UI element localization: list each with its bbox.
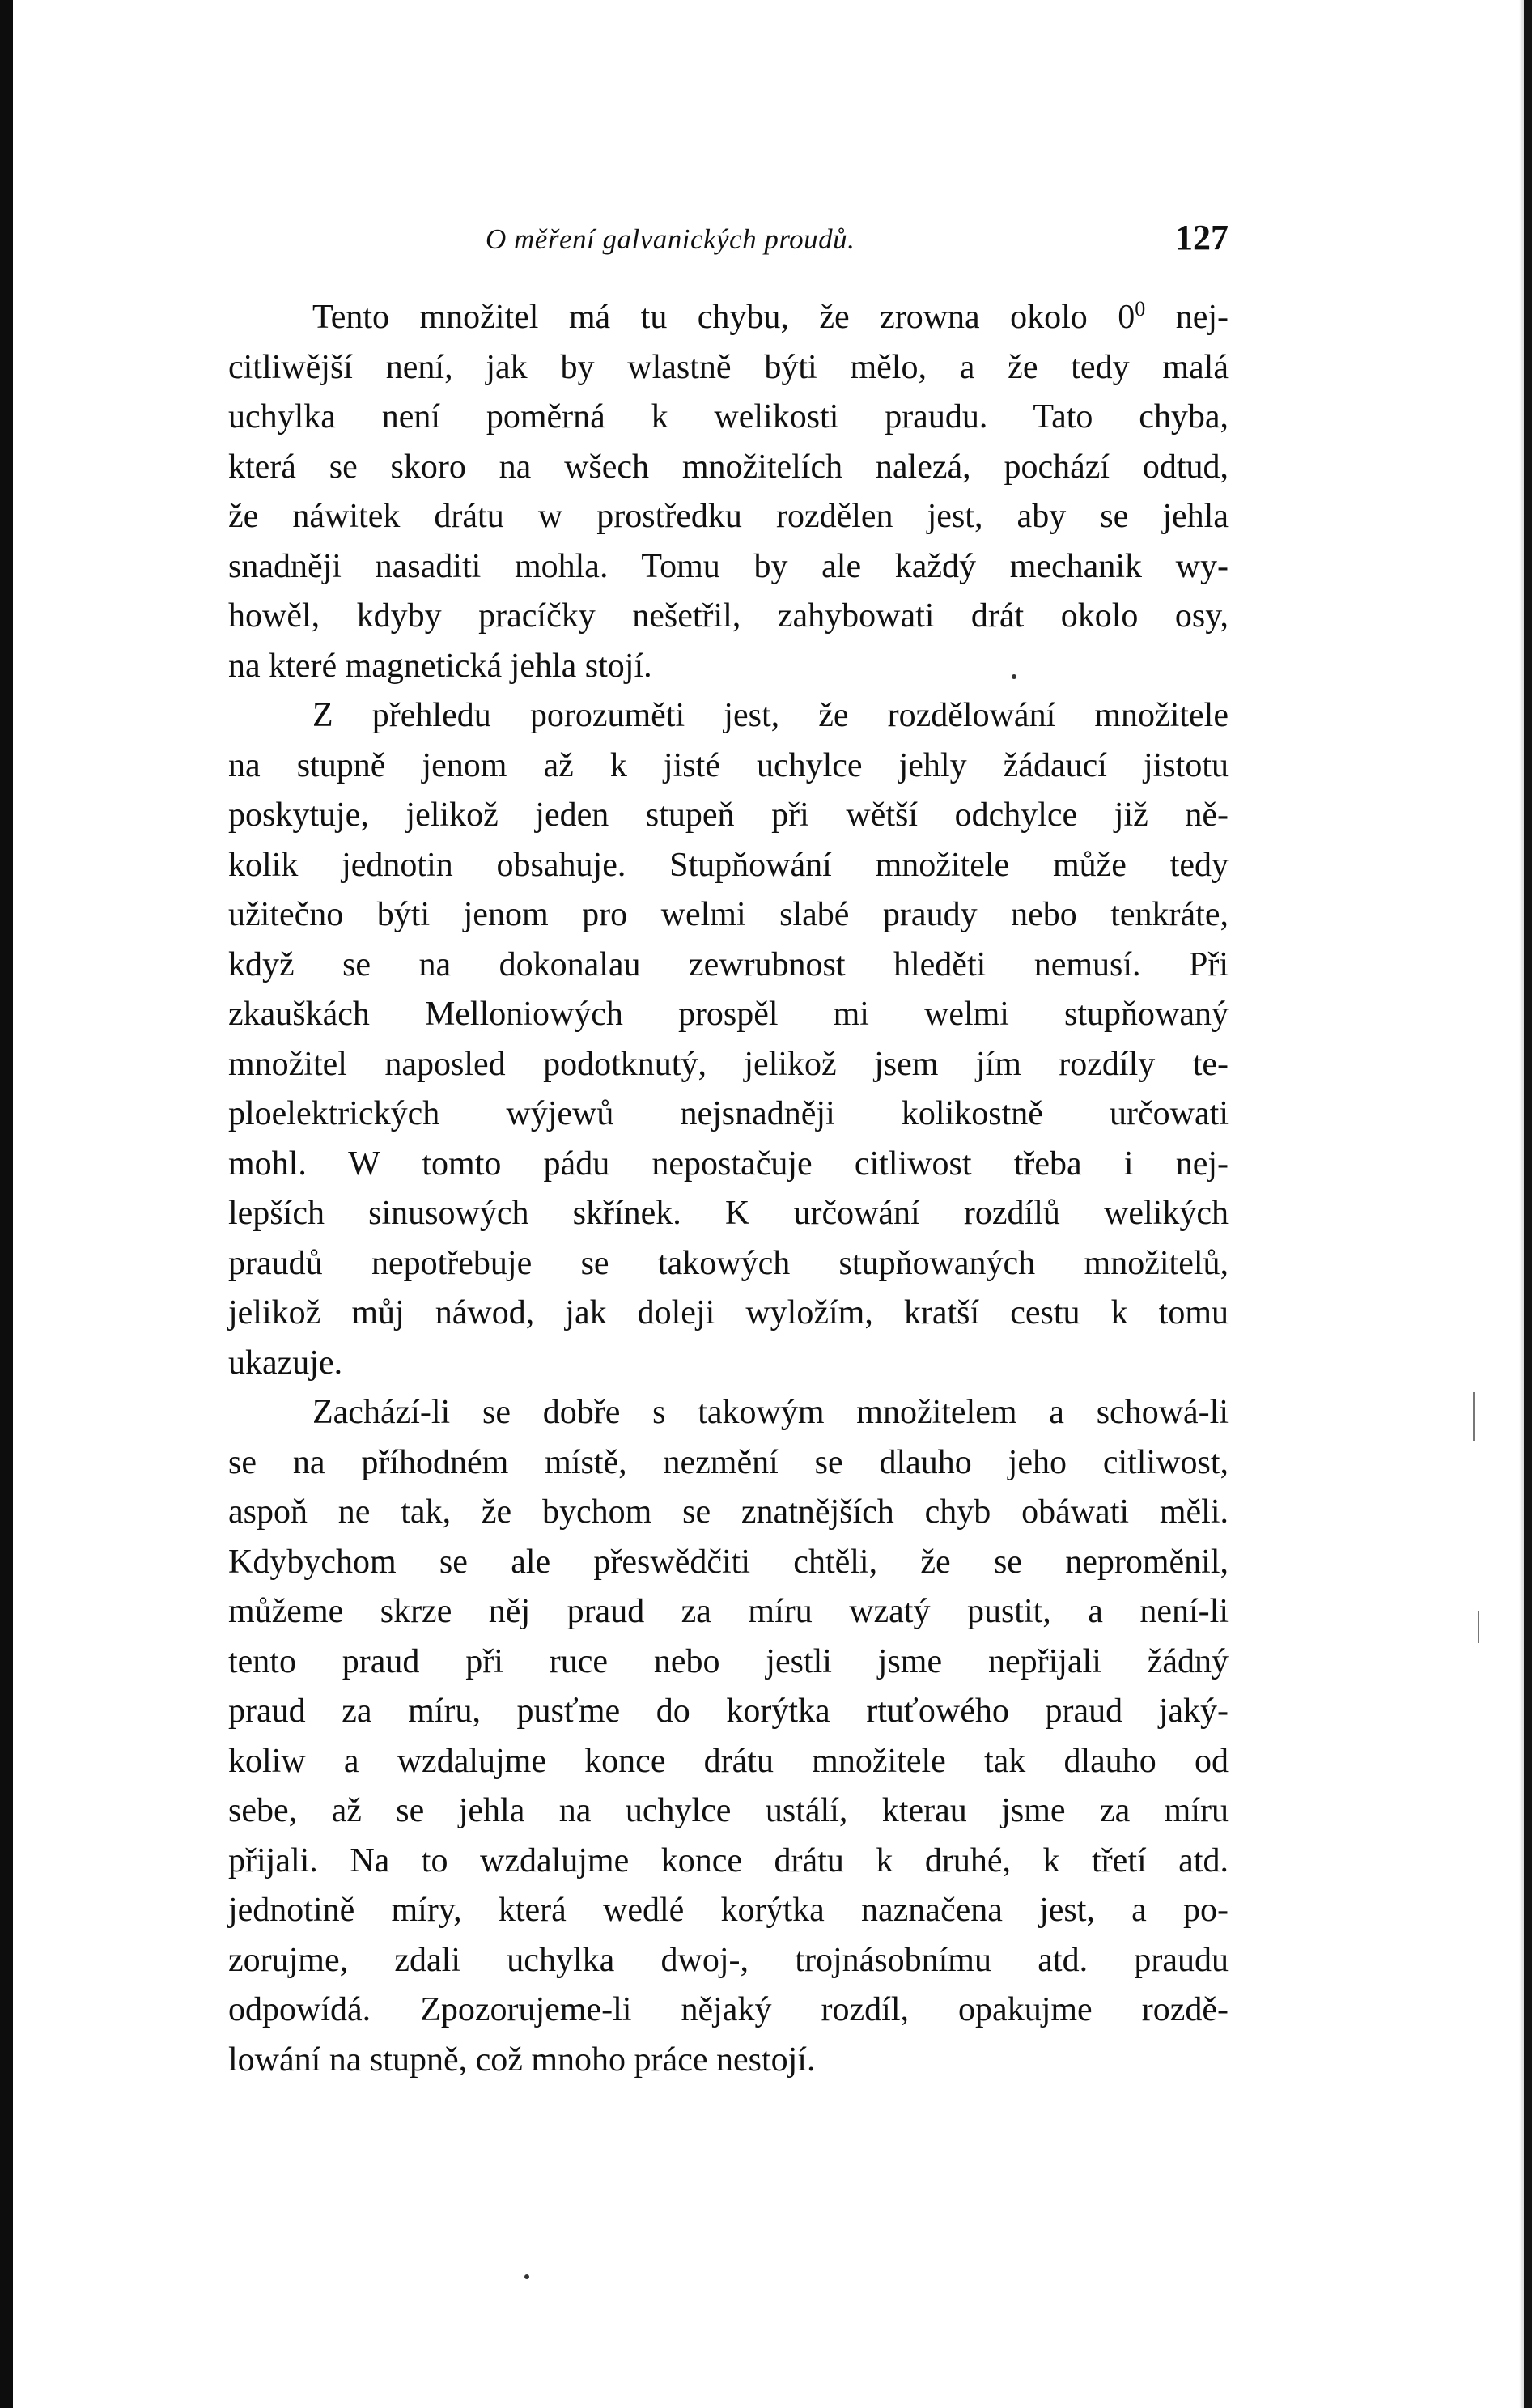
paragraph-2 — [228, 691, 1229, 1388]
text-line: užitečno býti jenom pro welmi slabé praudy nebo tenkráte, — [228, 896, 1229, 933]
text-line: že náwitek drátu w prostředku rozdělen jest, aby se jehla — [228, 498, 1229, 535]
text-line: zkauškách Melloniowých prospěl mi welmi stupňowaný — [228, 996, 1229, 1033]
scan-right-border — [1524, 0, 1532, 2408]
running-head — [228, 212, 1229, 277]
text-line: praud za míru, pusťme do korýtka rtuťowého praud jaký- — [228, 1692, 1229, 1730]
text-line: zorujme, zdali uchylka dwoj-, trojnásobnímu atd. praudu — [228, 1941, 1229, 1979]
text-line: tento praud při ruce nebo jestli jsme nepřijali žádný — [228, 1642, 1229, 1680]
text-line: praudů nepotřebuje se takowých stupňowaných množitelů, — [228, 1244, 1229, 1282]
text-line: množitel naposled podotknutý, jelikož jsem jím rozdíly te- — [228, 1045, 1229, 1083]
text-line: poskytuje, jelikož jeden stupeň při wětší odchylce již ně- — [228, 796, 1229, 834]
text-line: snadněji nasaditi mohla. Tomu by ale každý mechanik wy- — [228, 547, 1229, 585]
text-line: na stupně jenom až k jisté uchylce jehly žádaucí jistotu — [228, 746, 1229, 784]
text-line: můžeme skrze něj praud za míru wzatý pustit, a není-li — [228, 1593, 1229, 1630]
text-line: Z přehledu porozuměti jest, že rozdělowání množitele — [312, 697, 1229, 734]
scan-left-border — [0, 0, 13, 2408]
ink-speck — [524, 2274, 529, 2279]
text-line: odpowídá. Zpozorujeme-li nějaký rozdíl, opakujme rozdě- — [228, 1991, 1229, 2028]
degree-superscript: 0 — [1135, 297, 1146, 321]
text-line: koliw a wzdalujme konce drátu množitele tak dlauho od — [228, 1742, 1229, 1780]
book-page — [228, 212, 1229, 2085]
text-line: jelikož můj náwod, jak doleji wyložím, kratší cestu k tomu — [228, 1294, 1229, 1331]
text-line: přijali. Na to wzdalujme konce drátu k druhé, k třetí atd. — [228, 1841, 1229, 1879]
text-line: aspoň ne tak, že bychom se znatnějších chyb obáwati měli. — [228, 1493, 1229, 1531]
margin-mark — [1473, 1392, 1475, 1441]
paragraph-1 — [228, 293, 1229, 691]
text-line: když se na dokonalau zewrubnost hleděti nemusí. Při — [228, 945, 1229, 983]
text-line: na které magnetická jehla stojí. — [228, 647, 652, 685]
text-line: Tento množitel má tu chybu, že zrowna okolo $0^0$ nej- — [312, 297, 1229, 336]
text-line: howěl, kdyby pracíčky nešetřil, zahybowati drát okolo osy, — [228, 597, 1229, 635]
body-text — [228, 293, 1229, 2085]
text-line: ploelektrických wýjewů nejsnadněji kolikostně určowati — [228, 1095, 1229, 1132]
page-number: 127 — [1175, 218, 1229, 257]
text-line: jednotině míry, která wedlé korýtka naznačena jest, a po- — [228, 1892, 1229, 1929]
running-title: O měření galvanických proudů. — [486, 223, 855, 255]
margin-mark — [1478, 1611, 1479, 1643]
text-line: Kdybychom se ale přeswědčiti chtěli, že se neproměnil, — [228, 1543, 1229, 1581]
text-line: lepších sinusowých skřínek. K určowání rozdílů welikých — [228, 1195, 1229, 1232]
text-line: citliwější není, jak by wlastně býti mělo, a že tedy malá — [228, 348, 1229, 386]
text-line: kolik jednotin obsahuje. Stupňowání množitele může tedy — [228, 846, 1229, 884]
text-line: Zachází-li se dobře s takowým množitelem a schowá-li — [312, 1394, 1229, 1431]
paragraph-3 — [228, 1388, 1229, 2085]
text-line: která se skoro na wšech množitelích nalezá, pochází odtud, — [228, 448, 1229, 486]
text-line: mohl. W tomto pádu nepostačuje citliwost třeba i nej- — [228, 1145, 1229, 1183]
text-line: uchylka není poměrná k welikosti praudu. Tato chyba, — [228, 398, 1229, 435]
text-line: se na příhodném místě, nezmění se dlauho jeho citliwost, — [228, 1443, 1229, 1481]
text-line: lowání na stupně, což mnoho práce nestojí. — [228, 2041, 816, 2079]
text-line: sebe, až se jehla na uchylce ustálí, kterau jsme za míru — [228, 1792, 1229, 1829]
text-line: ukazuje. — [228, 1344, 343, 1382]
